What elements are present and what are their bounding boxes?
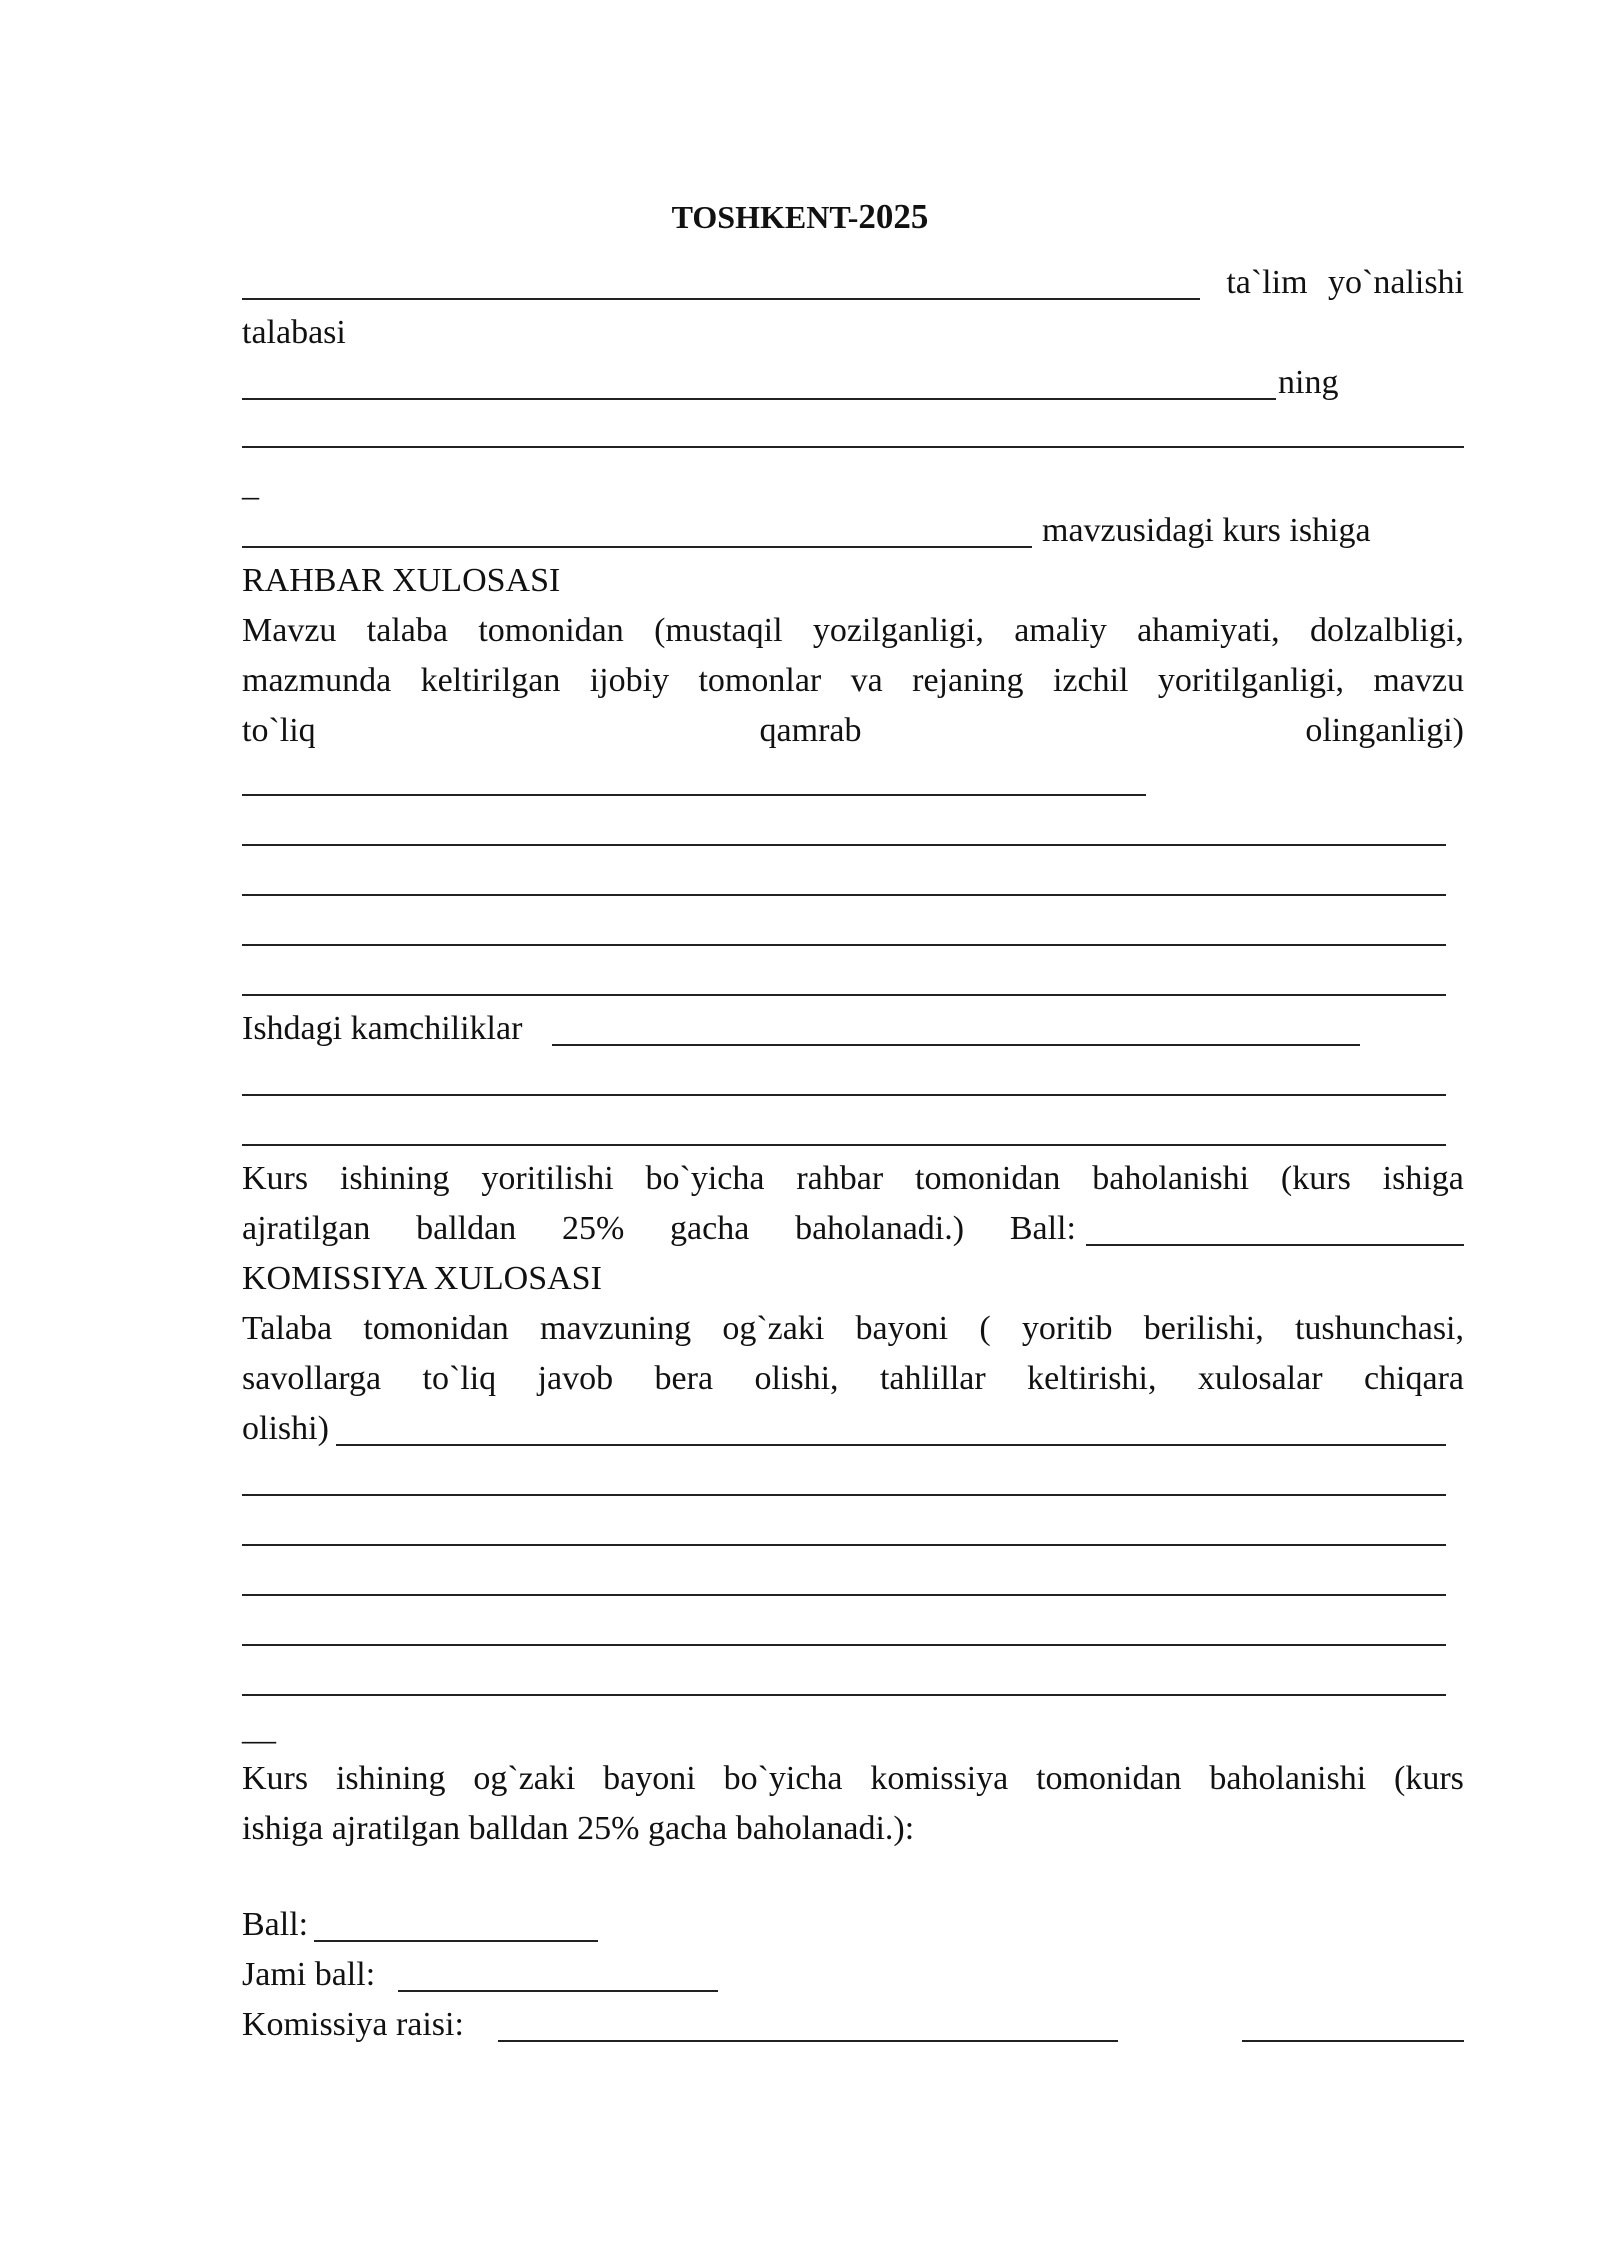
- word: ijobiy: [589, 662, 670, 699]
- word: Ball:: [1009, 1210, 1076, 1247]
- rahbar-blank-3[interactable]: [242, 894, 1446, 896]
- word: olinganligi): [1305, 712, 1464, 749]
- word: (mustaqil: [654, 612, 783, 649]
- word: yoritilganligi,: [1157, 662, 1344, 699]
- word: rahbar: [796, 1160, 884, 1197]
- word: qamrab: [759, 712, 862, 749]
- word: dolzalbligi,: [1310, 612, 1464, 649]
- word: tomonidan: [478, 612, 624, 649]
- word: yoritilishi: [481, 1160, 614, 1197]
- word: bera: [654, 1360, 714, 1397]
- word: tahlillar: [879, 1360, 986, 1397]
- word: tomonidan: [1036, 1760, 1182, 1797]
- word: savollarga: [242, 1360, 382, 1397]
- word: (kurs: [1280, 1160, 1351, 1197]
- komissiya-blank-4[interactable]: [242, 1594, 1446, 1596]
- word: baholanishi: [1209, 1760, 1367, 1797]
- word: yoritib: [1021, 1310, 1113, 1347]
- word: keltirishi,: [1027, 1360, 1157, 1397]
- word: javob: [537, 1360, 614, 1397]
- word: talaba: [366, 612, 448, 649]
- raisi-signature-blank[interactable]: [1242, 2040, 1464, 2042]
- word: Mavzu: [242, 612, 337, 649]
- komissiya-blank-3[interactable]: [242, 1544, 1446, 1546]
- word: og`zaki: [473, 1760, 576, 1797]
- word: ishiga: [1382, 1160, 1464, 1197]
- para2-line1: [242, 1154, 1464, 1204]
- word: komissiya: [870, 1760, 1009, 1797]
- word: Kurs: [242, 1760, 309, 1797]
- word: 25%: [561, 1210, 625, 1247]
- ball-label: Ball:: [242, 1906, 309, 1943]
- para1-line2: [242, 656, 1464, 706]
- word: berilishi,: [1143, 1310, 1264, 1347]
- rahbar-blank-2[interactable]: [242, 844, 1446, 846]
- word: bo`yicha: [645, 1160, 765, 1197]
- direction-blank[interactable]: [242, 298, 1200, 300]
- word: ahamiyati,: [1137, 612, 1280, 649]
- rahbar-blank-1[interactable]: [242, 794, 1146, 796]
- word: bo`yicha: [723, 1760, 843, 1797]
- para1-line1: [242, 606, 1464, 656]
- topic-blank-1[interactable]: [242, 446, 1464, 448]
- word: Kurs: [242, 1160, 309, 1197]
- heading-rahbar: RAHBAR XULOSASI: [242, 562, 561, 599]
- komissiya-blank-2[interactable]: [242, 1494, 1446, 1496]
- para4-line2: ishiga ajratilgan balldan 25% gacha baholanadi.):: [242, 1810, 915, 1847]
- ning-label: ning: [1278, 364, 1339, 401]
- word: (: [979, 1310, 991, 1347]
- dash-double: __: [242, 1710, 276, 1747]
- heading-komissiya: KOMISSIYA XULOSASI: [242, 1260, 602, 1297]
- word: mavzuning: [540, 1310, 692, 1347]
- word: baholanadi.): [795, 1210, 965, 1247]
- word: to`liq: [422, 1360, 497, 1397]
- para3-line1: [242, 1304, 1464, 1354]
- word: bayoni: [603, 1760, 696, 1797]
- student-label: talabasi: [242, 314, 346, 351]
- komissiya-blank-6[interactable]: [242, 1694, 1446, 1696]
- word: va: [850, 662, 883, 699]
- word: rejaning: [912, 662, 1024, 699]
- jami-ball-blank[interactable]: [398, 1990, 718, 1992]
- topic-blank-2[interactable]: [242, 546, 1032, 548]
- title-year: 2025: [858, 197, 929, 236]
- para4-line1: [242, 1754, 1464, 1804]
- word: to`liq: [242, 712, 316, 749]
- rahbar-blank-5[interactable]: [242, 994, 1446, 996]
- word: mavzu: [1373, 662, 1464, 699]
- word: ishining: [339, 1160, 450, 1197]
- word: Talaba: [242, 1310, 333, 1347]
- komissiya-blank-5[interactable]: [242, 1644, 1446, 1646]
- word: bayoni: [855, 1310, 949, 1347]
- direction-label: ta`lim yo`nalishi: [1226, 264, 1464, 301]
- raisi-name-blank[interactable]: [498, 2040, 1118, 2042]
- word: izchil: [1052, 662, 1129, 699]
- student-name-blank[interactable]: [242, 398, 1276, 400]
- word: ishining: [335, 1760, 446, 1797]
- word: tushunchasi,: [1294, 1310, 1464, 1347]
- word: amaliy: [1014, 612, 1107, 649]
- para3-line2: [242, 1354, 1464, 1404]
- para3-line3-label: olishi): [242, 1410, 329, 1447]
- word: og`zaki: [722, 1310, 825, 1347]
- word: olishi,: [754, 1360, 839, 1397]
- word: ajratilgan: [242, 1210, 371, 1247]
- rahbar-ball-blank[interactable]: [1086, 1244, 1464, 1246]
- document-title: [0, 192, 1600, 242]
- word: yozilganligi,: [812, 612, 984, 649]
- word: tomonlar: [698, 662, 822, 699]
- ball-blank[interactable]: [314, 1940, 598, 1942]
- komissiya-blank-1[interactable]: [336, 1444, 1446, 1446]
- word: baholanishi: [1092, 1160, 1250, 1197]
- word: balldan: [416, 1210, 517, 1247]
- word: keltirilgan: [420, 662, 561, 699]
- word: xulosalar: [1197, 1360, 1323, 1397]
- kamchiliklar-blank-2[interactable]: [242, 1094, 1446, 1096]
- komissiya-raisi-label: Komissiya raisi:: [242, 2006, 464, 2043]
- word: chiqara: [1363, 1360, 1464, 1397]
- topic-label: mavzusidagi kurs ishiga: [1042, 512, 1371, 549]
- kamchiliklar-blank[interactable]: [552, 1044, 1360, 1046]
- word: gacha: [670, 1210, 750, 1247]
- word: tomonidan: [363, 1310, 509, 1347]
- para1-line3: [242, 706, 1464, 756]
- title-city: TOSHKENT-: [671, 199, 859, 235]
- kamchiliklar-label: Ishdagi kamchiliklar: [242, 1010, 523, 1047]
- word: tomonidan: [915, 1160, 1061, 1197]
- rahbar-blank-4[interactable]: [242, 944, 1446, 946]
- kamchiliklar-blank-3[interactable]: [242, 1144, 1446, 1146]
- dash-short: _: [242, 466, 259, 503]
- para2-line2: [242, 1204, 1076, 1254]
- jami-ball-label: Jami ball:: [242, 1956, 376, 1993]
- word: mazmunda: [242, 662, 392, 699]
- word: (kurs: [1394, 1760, 1464, 1797]
